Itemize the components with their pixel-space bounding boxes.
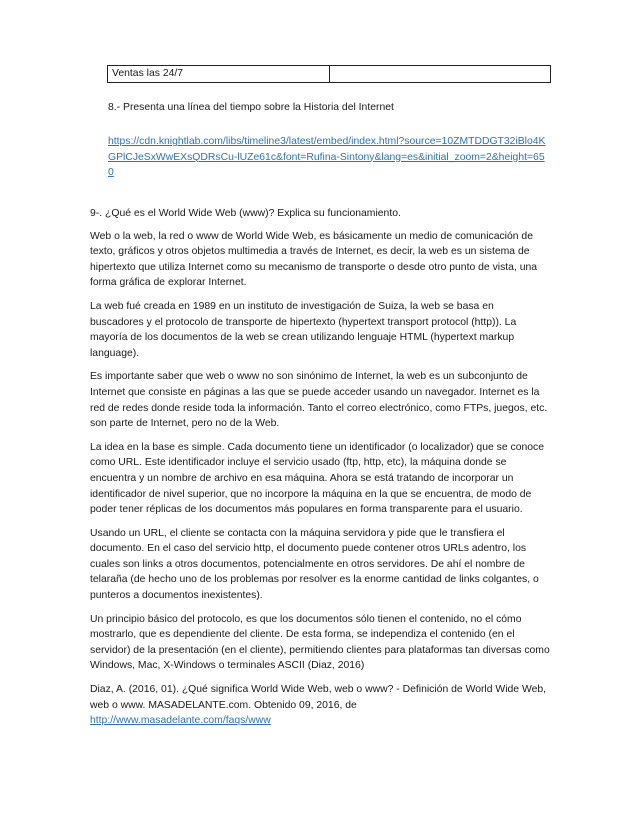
paragraph-web-vs-internet: Es importante saber que web o www no son sinónimo de Internet, la web es un subconjunto de Internet que consiste en páginas a las que se puede acceder usando un navegador. Internet es la red de redes donde reside toda la información. Tanto el correo electrónico, como FTPs, juegos, etc. son parte de Internet, pero no de la Web.: [90, 371, 548, 430]
timeline-link-block: [108, 134, 548, 181]
table-cell-value: [330, 66, 551, 83]
sales-table: [107, 65, 551, 83]
section-9: [90, 206, 550, 737]
citation: [90, 682, 550, 729]
paragraph-url-idea: La idea en la base es simple. Cada documento tiene un identificador (o localizador) que se conoce como URL. Este identificador incluye el servicio usado (ftp, http, etc), la máquina donde se encuentra y un nombre de archivo en esa máquina. Ahora se está tratando de incorporar un identificador de nivel superior, que no incorpore la máquina en la que se encuentra, de modo de poder tener réplicas de los documentos más populares en forma transparente para el usuario.: [90, 441, 545, 516]
table-row: [108, 66, 551, 83]
paragraph-protocol-principle: Un principio básico del protocolo, es que los documentos sólo tienen el contenido, no el cómo mostrarlo, que es dependiente del cliente. De esta forma, se independiza el contenido (en el servidor) de la presentación (en el cliente), permitiendo clientes para plataformas tan diversas como Windows, Mac, X-Windows o terminales ASCII (Diaz, 2016): [90, 613, 550, 672]
paragraph-history: La web fué creada en 1989 en un instituto de investigación de Suiza, la web se basa en buscadores y el protocolo de transporte de hipertexto (hypertext transport protocol (http)). La mayoría de los documentos de la web se crean utilizando lenguaje HTML (hypertext markup language).: [90, 300, 517, 359]
paragraph-definition: Web o la web, la red o www de World Wide Web, es básicamente un medio de comunicación de texto, gráficos y otros objetos multimedia a través de Internet, es decir, la web es un sistema de hipertexto que utiliza Internet como su mecanismo de transporte o desde otro punto de vista, una forma gráfica de explorar Internet.: [90, 230, 538, 289]
timeline-link[interactable]: https://cdn.knightlab.com/libs/timeline3/latest/embed/index.html?source=10ZMTDDGT32iBlo4KGPlCJeSxWwEXsQDRsCu-lUZe61c&font=Rufina-Sintony&lang=es&initial_zoom=2&height=650: [108, 136, 546, 179]
table-cell-label: Ventas las 24/7: [108, 66, 330, 83]
paragraph-client-server: Usando un URL, el cliente se contacta con la máquina servidora y pide que le transfiera el documento. En el caso del servicio http, el documento puede contener otros URLs adentro, los cuales son links a otros documentos, potencialmente en otros servidores. De ahí el nombre de telaraña (de hecho uno de los problemas por resolver es la enorme cantidad de links colgantes, o punteros a documentos inexistentes).: [90, 527, 539, 602]
citation-link[interactable]: http://www.masadelante.com/faqs/www: [90, 715, 271, 727]
citation-text: Diaz, A. (2016, 01). ¿Qué significa World Wide Web, web o www? - Definición de World Wide Web, web o www. MASADELANTE.com. Obtenido 09, 2016, de: [90, 684, 547, 711]
question-9: 9-. ¿Qué es el World Wide Web (www)? Explica su funcionamiento.: [90, 208, 401, 219]
item-8-heading: 8.- Presenta una línea del tiempo sobre la Historia del Internet: [108, 102, 394, 113]
